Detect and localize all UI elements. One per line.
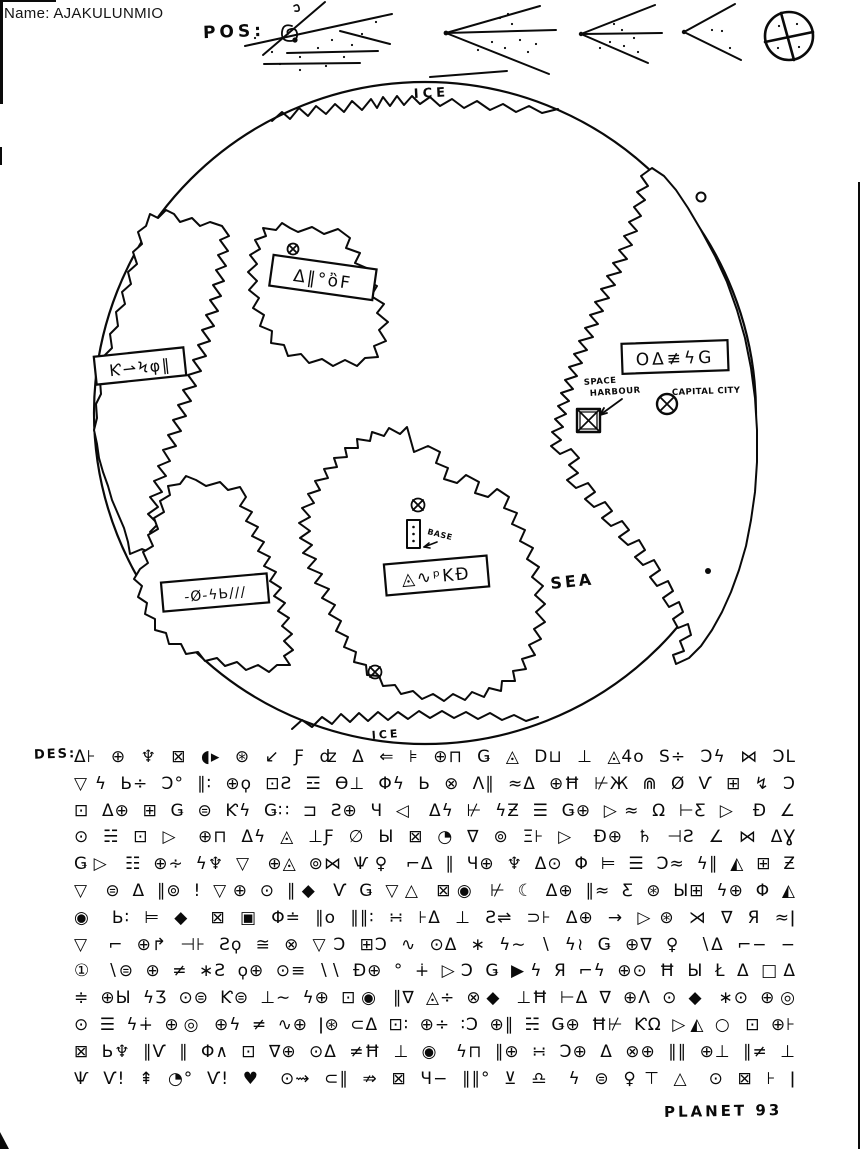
glyph-line: ▽ϟ Ь÷ Ɔ° ∥∶ ⊕ϙ ⊡Ƨ ☲ Ѳ⊥ Φϟ Ь ⊗ Λ∥ ≈Δ ⊕Ħ ⊬Ж ⋒ Ø Ѵ ⊞ ↯ Ɔ bbox=[74, 773, 796, 794]
glyph-line: ⊙ ☵ ⊡ ▷ ⊕⊓ Δϟ ◬ ⊥Ƒ ∅ Ы ⊠ ◔ ∇ ⊚ Ξ⊦ ▷ Ð⊕ ♄ ⊣Ƨ ∠ ⋈ ΔƔ bbox=[74, 827, 796, 848]
glyph-line: ⊙ ☰ ϟ∔ ⊕◎ ⊕ϟ ≠ ∿⊕ ǀ⊛ ⊂Δ ⊡∶ ⊕÷ ∶Ɔ ⊕∥ ☵ Ǥ⊕ Ħ⊬ ƘΩ ▷◭ ○ ⊡ ⊕⊦ bbox=[74, 1014, 796, 1035]
space-harbour-icon bbox=[577, 409, 600, 432]
region-label-box-east bbox=[622, 340, 729, 374]
space-harbour-label-line1: SPACE bbox=[583, 375, 617, 388]
name-label: Name: AJAKULUNMIO bbox=[4, 5, 164, 22]
ice-bottom-label: ICE bbox=[371, 727, 401, 742]
planet-number-label: PLANET 93 bbox=[663, 1100, 783, 1122]
description-glyph-block bbox=[74, 744, 796, 1092]
region-label-east: OΔ≢ϟG bbox=[635, 347, 715, 371]
glyph-line: Δ⊦ ⊕ ♆ ⊠ ◖▸ ⊛ ↙ Ƒ ʣ Δ ⇐ ⊧ ⊕⊓ Ǥ ◬ D⊔ ⊥ ◬4o S÷ Ɔϟ ⋈ ƆL bbox=[74, 747, 796, 767]
sea-label: SEA bbox=[549, 569, 596, 593]
glyph-line: Ѱ Ѵ! ⇞ ◔° Ѵ! ♥ ⊙⇝ ⊂∥ ⇏ ⊠ Ч− ∥∥° ⊻ ♎ ϟ ⊜ ♀⊤ △ ⊙ ⊠ ⊦ ǀ bbox=[74, 1068, 796, 1089]
pos-chevron-icon-3 bbox=[682, 4, 741, 60]
glyph-line: ⊠ Ь♆ ∥Ѵ ∥ Φ∧ ⊡ ∇⊕ ⊙Δ ≠Ħ ⊥ ◉ ϟ⊓ ∥⊕ ∺ Ɔ⊕ Δ ⊗⊕ ∥∥ ⊕⊥ ∥≠ ⊥ bbox=[74, 1041, 796, 1062]
glyph-line: ▽ ⊜ Δ ∥⊚ ! ▽⊕ ⊙ ∥◆ Ѵ Ǥ ▽△ ⊠◉ ⊬ ☾ Δ⊕ ∥≈ Ƹ ⊛ Ы⊞ ϟ⊕ Φ ◭ bbox=[74, 880, 796, 901]
glyph-line: ◉ Ь∶ ⊨ ◆ ⊠ ▣ Φ≐ ∥o ∥∥∶ ∺ ⊦Δ ⊥ Ƨ⇌ ⊃⊦ Δ⊕ → ▷⊛ ⋊ ∇ Я ≈ǀ bbox=[74, 907, 796, 928]
islet-northeast bbox=[697, 193, 706, 202]
glyph-line: ≑ ⊕Ы ϟƷ ⊙⊜ Ƙ⊜ ⊥∼ ϟ⊕ ⊡◉ ∥∇ ◬÷ ⊗◆ ⊥Ħ ⊢Δ ∇ ⊕Λ ⊙ ◆ ∗⊙ ⊕◎ bbox=[74, 988, 796, 1009]
glyph-line: ① ∖⊜ ⊕ ≠ ∗Ƨ ϙ⊕ ⊙≡ ∖∖ Ð⊕ ° ∔ ▷Ɔ Ǥ ▶ϟ Я ⌐ϟ ⊕⊙ Ħ Ы Ł Δ □Δ bbox=[74, 961, 796, 982]
ice-top-label: ICE bbox=[413, 85, 450, 102]
region-label-north: Δ‖°ὂϜ bbox=[292, 265, 354, 294]
description-label: DES: bbox=[33, 746, 77, 763]
pos-chevron-icon-2 bbox=[579, 5, 662, 63]
ice-bottom-edge bbox=[292, 711, 538, 729]
sea-speck bbox=[705, 568, 711, 574]
pos-chevron-icon-1 bbox=[444, 6, 556, 74]
pos-sketch-icon bbox=[245, 2, 507, 77]
glyph-line: ⊡ Δ⊕ ⊞ Ǥ ⊜ Ƙϟ Ǥ∷ ⊐ Ƨ⊕ Ч ◁ Δϟ ⊬ ϟƵ ☰ Ǥ⊕ ▷≈ Ω ⊢Ƹ ▷ Ð ∠ bbox=[74, 800, 796, 821]
pos-quartered-circle-icon bbox=[765, 12, 813, 60]
glyph-line: ▽ ⌐ ⊕↱ ⊣⊦ Ƨϙ ≅ ⊗ ▽Ɔ ⊞Ɔ ∿ ⊙Δ ∗ ϟ∼ ∖ ϟ≀ Ǥ ⊕∇ ♀ ∖Δ ⌐− − bbox=[74, 934, 796, 955]
space-harbour-label-line2: HARBOUR bbox=[589, 385, 641, 399]
region-label-central: ◬∿ᵖKÐ bbox=[400, 564, 472, 590]
region-label-west: Ƙ⇀Ϟφ‖ bbox=[108, 354, 172, 381]
glyph-line: Ǥ▷ ☷ ⊕∻ ϟ♆ ▽ ⊕◬ ⊚⋈ Ѱ♀ ⌐Δ ∥ Ч⊕ ♆ Δ⊙ Φ ⊨ ☰ Ɔ≈ ϟ∥ ◭ ⊞ Ƶ bbox=[74, 854, 796, 875]
pos-label: POS: bbox=[202, 20, 266, 44]
base-label: BASE bbox=[426, 527, 454, 543]
region-label-southwest: -Ø-ϟЬ/// bbox=[183, 584, 247, 606]
capital-city-label: CAPITAL CITY bbox=[671, 385, 741, 398]
